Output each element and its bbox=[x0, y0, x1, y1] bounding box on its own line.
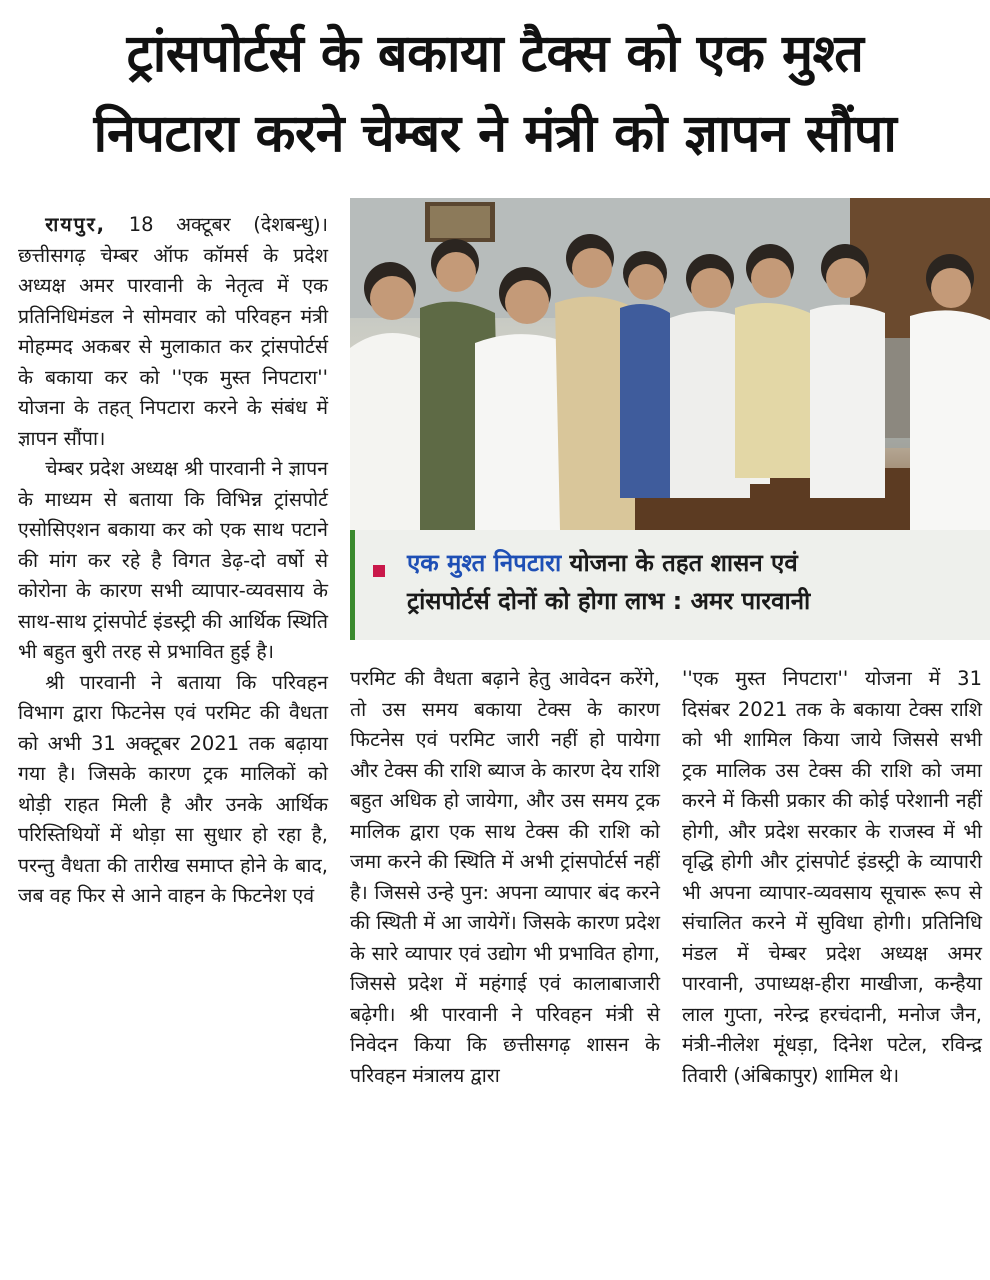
paragraph-1-text: 18 अक्टूबर (देशबन्धु)। छत्तीसगढ़ चेम्बर ऑफ कॉमर्स के प्रदेश अध्यक्ष अमर पारवानी के नेतृत्व में एक प्रतिनिधिमंडल ने सोमवार को परिवहन मंत्री मोहम्मद अकबर से मुलाकात कर ट्रांसपोर्टर्स के बकाया कर को ''एक मुस्त निपटारा'' योजना के तहत् निपटारा करने के संबंध में ज्ञापन सौंपा। bbox=[18, 213, 328, 450]
article-column-3 bbox=[682, 664, 982, 1091]
article-paragraph-4: परमिट की वैधता बढ़ाने हेतु आवेदन करेंगे, तो उस समय बकाया टेक्स के कारण फिटनेस एवं परमिट जारी नहीं हो पायेगा और टेक्स की राशि ब्याज के कारण देय राशि बहुत अधिक हो जायेगा, और उस समय ट्रक मालिक द्वारा एक साथ टेक्स की राशि को जमा करने की स्थिति में अभी ट्रांसपोर्टर्स नहीं है। जिससे उन्हे पुन: अपना व्यापार बंद करने की स्थिती में आ जायेगें। जिसके कारण प्रदेश के सारे व्यापार एवं उद्योग भी प्रभावित होगा, जिससे प्रदेश में महंगाई एवं कालाबाजारी बढ़ेगी। श्री पारवानी ने परिवहन मंत्री से निवेदन किया कि छत्तीसगढ़ शासन के परिवहन मंत्रालय द्वारा bbox=[350, 667, 660, 1087]
caption-line-2: ट्रांसपोर्टर्स दोनों को होगा लाभ : अमर पारवानी bbox=[407, 587, 811, 615]
group-photo-illustration bbox=[350, 198, 990, 530]
article-paragraph-2: चेम्बर प्रदेश अध्यक्ष श्री पारवानी ने ज्ञापन के माध्यम से बताया कि विभिन्न ट्रांसपोर्ट एसोसिएशन बकाया कर को एक साथ पटाने की मांग कर रहे है विगत डेढ़-दो वर्षो से कोरोना के कारण सभी व्यापार-व्यवसाय के साथ-साथ ट्रांसपोर्ट इंडस्ट्री की आर्थिक स्थिति भी बहुत बुरी तरह से प्रभावित हुई है। bbox=[18, 457, 328, 663]
caption-bullet-icon bbox=[373, 565, 385, 577]
article-column-1 bbox=[18, 210, 328, 912]
headline bbox=[0, 14, 990, 174]
article-paragraph-3: श्री पारवानी ने बताया कि परिवहन विभाग द्वारा फिटनेस एवं परमिट की वैधता को अभी 31 अक्टूबर 2021 तक बढ़ाया गया है। जिसके कारण ट्रक मालिकों को थोड़ी राहत मिली है और उनके आर्थिक परिस्तिथियों में थोड़ा सा सुधार हो रहा है, परन्तु वैधता की तारीख समाप्त होने के बाद, जब वह फिर से आने वाहन के फिटनेश एवं bbox=[18, 670, 328, 907]
caption-line-1 bbox=[407, 544, 980, 582]
dateline: रायपुर, bbox=[45, 213, 107, 236]
caption-highlight: एक मुश्त निपटारा bbox=[407, 549, 562, 577]
article-paragraph-5: ''एक मुस्त निपटारा'' योजना में 31 दिसंबर 2021 तक के बकाया टेक्स राशि को भी शामिल किया जाये जिससे सभी ट्रक मालिक उस टेक्स की राशि को जमा करने में किसी प्रकार की कोई परेशानी नहीं होगी, और प्रदेश सरकार के राजस्व में भी वृद्धि होगी और ट्रांसपोर्ट इंडस्ट्री के व्यापारी भी अपना व्यापार-व्यवसाय सूचारू रूप से संचालित करने में सुविधा होगी। प्रतिनिधि मंडल में चेम्बर प्रदेश अध्यक्ष अमर पारवानी, उपाध्यक्ष-हीरा माखीजा, कन्हैया लाल गुप्ता, नरेन्द्र हरचंदानी, मनोज जैन, मंत्री-नीलेश मूंधड़ा, दिनेश पटेल, रविन्द्र तिवारी (अंबिकापुर) शामिल थे। bbox=[682, 667, 982, 1087]
photo-caption bbox=[350, 530, 990, 640]
news-photo bbox=[350, 198, 990, 530]
article-column-2 bbox=[350, 664, 660, 1091]
article-paragraph-1 bbox=[18, 210, 328, 454]
headline-line-2: निपटारा करने चेम्बर ने मंत्री को ज्ञापन सौंपा bbox=[93, 104, 897, 164]
headline-line-1: ट्रांसपोर्टर्स के बकाया टैक्स को एक मुश्त bbox=[126, 24, 864, 84]
caption-line-1-rest: योजना के तहत शासन एवं bbox=[561, 549, 798, 577]
